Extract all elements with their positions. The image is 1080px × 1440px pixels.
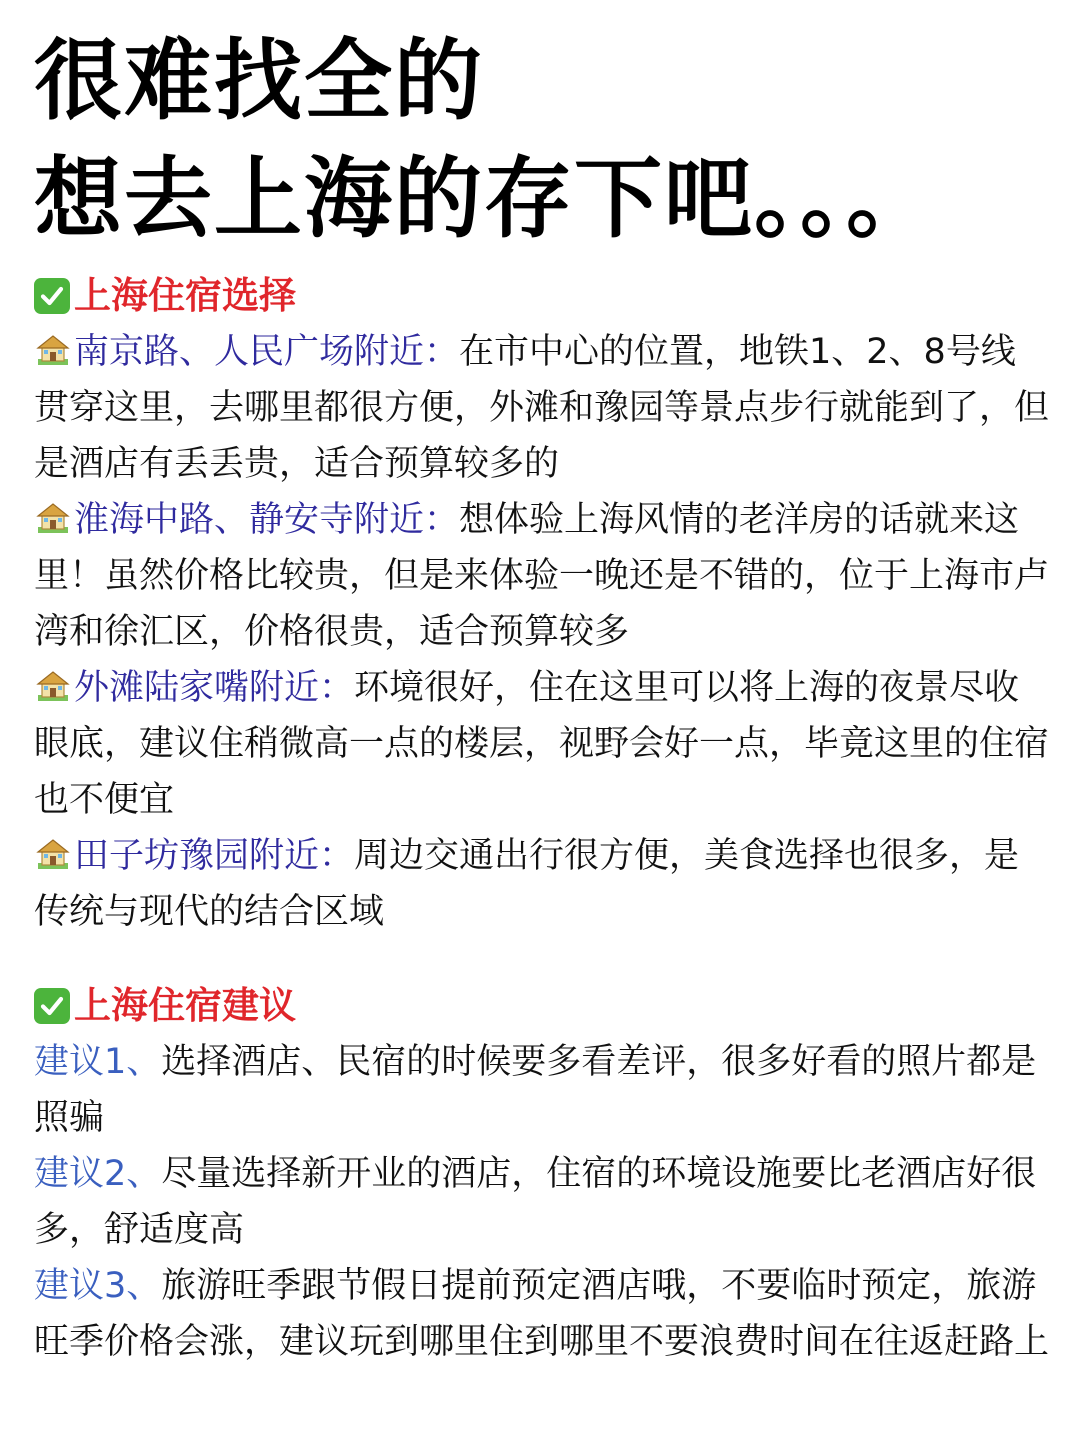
area-entry-huaihai-road <box>34 492 1050 660</box>
tip-item-2 <box>34 1146 1050 1258</box>
section-heading <box>34 268 1050 324</box>
section-heading <box>34 978 1050 1034</box>
title-line-1: 很难找全的 <box>34 29 485 132</box>
house-icon <box>34 333 72 367</box>
area-name: 南京路、人民广场附近： <box>74 332 460 372</box>
check-mark-icon <box>34 988 70 1024</box>
tip-item-3 <box>34 1258 1050 1370</box>
tip-label: 建议1、 <box>34 1042 162 1082</box>
area-entry-tianzifang <box>34 828 1050 940</box>
section-title: 上海住宿选择 <box>74 274 296 317</box>
area-name: 淮海中路、静安寺附近： <box>74 500 460 540</box>
tip-label: 建议2、 <box>34 1154 162 1194</box>
house-icon <box>34 501 72 535</box>
tip-item-1 <box>34 1034 1050 1146</box>
section-title: 上海住宿建议 <box>74 984 296 1027</box>
tip-text: 尽量选择新开业的酒店，住宿的环境设施要比老酒店好很多，舒适度高 <box>34 1154 1037 1250</box>
section-accommodation-tips <box>34 978 1050 1370</box>
area-description: 在市中心的位置，地铁1、2、8号线贯穿这里，去哪里都很方便，外滩和豫园等景点步行就能到了，但是酒店有丢丢贵，适合预算较多的 <box>34 332 1050 484</box>
area-name: 外滩陆家嘴附近： <box>74 668 355 708</box>
house-icon <box>34 669 72 703</box>
tip-text: 选择酒店、民宿的时候要多看差评，很多好看的照片都是照骗 <box>34 1042 1037 1138</box>
area-description: 想体验上海风情的老洋房的话就来这里！虽然价格比较贵，但是来体验一晚还是不错的，位于上海市卢湾和徐汇区，价格很贵，适合预算较多 <box>34 500 1050 652</box>
section-accommodation-areas <box>34 268 1050 940</box>
area-entry-nanjing-road <box>34 324 1050 492</box>
page-title <box>34 22 1050 258</box>
area-name: 田子坊豫园附近： <box>74 836 355 876</box>
check-mark-icon <box>34 278 70 314</box>
tip-label: 建议3、 <box>34 1266 162 1306</box>
area-entry-the-bund <box>34 660 1050 828</box>
house-icon <box>34 837 72 871</box>
area-description: 环境很好，住在这里可以将上海的夜景尽收眼底，建议住稍微高一点的楼层，视野会好一点，毕竟这里的住宿也不便宜 <box>34 668 1050 820</box>
title-line-2: 想去上海的存下吧。。。 <box>34 147 937 250</box>
tip-text: 旅游旺季跟节假日提前预定酒店哦，不要临时预定，旅游旺季价格会涨，建议玩到哪里住到哪里不要浪费时间在往返赶路上 <box>34 1266 1050 1362</box>
area-description: 周边交通出行很方便，美食选择也很多，是传统与现代的结合区域 <box>34 836 1020 932</box>
section-spacer <box>34 940 1050 968</box>
